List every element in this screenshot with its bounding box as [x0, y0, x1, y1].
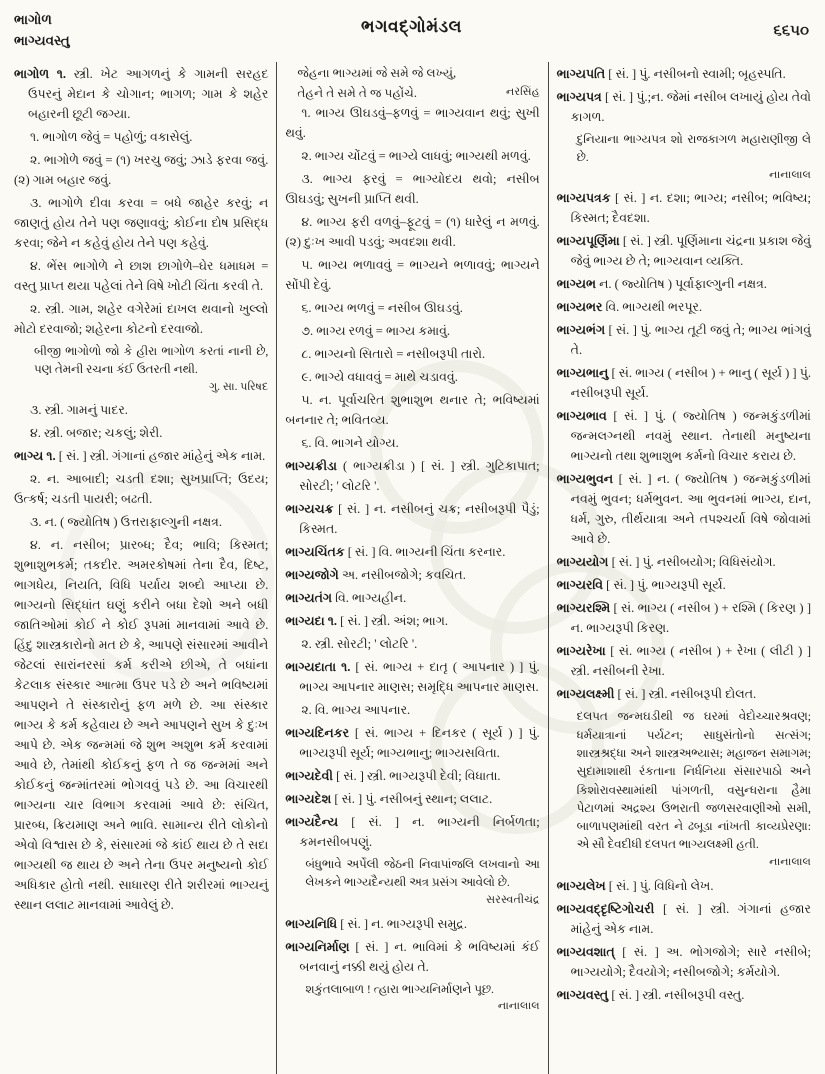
- idiom-block: ૩. ભાગોળે દીવા કરવા = બધે જાહેર કરવું; ન જાણતું હોય તેને પણ જણાવવું; કોઈના દોષ પ્રસિદ્ધ કરવા; જેને ન કહેવું હોય તેને પણ કહેવું.: [14, 196, 269, 250]
- attrib-block: સરસ્વતીચંદ્ર: [486, 893, 540, 906]
- idiom-block: ૫. ભાગ્ય ભળાવવું = ભાગ્યને ભળાવવું; ભાગ્યને સોંપી દેવું.: [285, 258, 540, 293]
- entry-block: ભાગ્યલક્ષ્મી [ સં. ] સ્ત્રી. નસીબરૂપી દોલત.: [556, 687, 757, 702]
- attrib-block: ગુ. સા. પરિષદ: [209, 380, 269, 393]
- headword: ભાગ્યભંગ: [556, 323, 609, 338]
- catchword-last: ભાગ્યવસ્તુ: [14, 32, 70, 48]
- headword: ભાગ્યભાવ: [556, 409, 614, 424]
- headword: ભાગ્યયોગ: [556, 555, 612, 570]
- column-2: [276, 62, 547, 1074]
- headword: ભાગ્યભ: [556, 277, 600, 292]
- headword: ભાગ્યક્રીડા: [285, 459, 343, 474]
- sense-block: ૬. વિ. ભાગને યોગ્ય.: [301, 436, 399, 451]
- quote-block: બંધુભાવે અર્પેલી જેઠની નિવાપાંજલિ લખવાનો આ લેખકને ભાગ્યદૈન્યથી અત્ર પ્રસંગ આવેલો છે.: [305, 857, 540, 890]
- headword: ભાગ્યદા ૧.: [285, 614, 341, 629]
- column-1: [6, 62, 276, 1074]
- headword: ભાગ્યભાનુ: [556, 366, 612, 381]
- entry-block: ભાગ્યદૈન્ય [ સં. ] ન. ભાગ્યની નિર્બળતા; કમનસીબપણું.: [285, 815, 540, 850]
- attrib-block: નાનાલાલ: [769, 855, 811, 868]
- catchwords: [14, 10, 204, 52]
- entry-block: ભાગ્યદેશ [ સં. ] પું. નસીબનું સ્થાન; લલાટ.: [285, 792, 493, 807]
- headword: ભાગ્યનિધિ: [285, 916, 341, 931]
- idiom-block: ૪. ભેંસ ભાગોળે ને છાશ છાગોળે–ઘેર ધમાધમ = વસ્તુ પ્રાપ્ત થયા પહેલાં તેને વિષે ખોટી ચિંતા કરવી તે.: [14, 259, 269, 293]
- headword: ભાગોળ ૧.: [14, 67, 74, 81]
- headword: ભાગ્યજોગે: [285, 568, 342, 583]
- quote-attribution: નરસિંહ: [505, 85, 540, 98]
- page-header: [0, 6, 825, 62]
- entry-block: ભાગ્યવશાત્ [ સં. ] અ. ભોગજોગે; સારે નસીબે; ભાગ્યયોગે; દૈવયોગે; નસીબજોગે; કર્મયોગે.: [556, 944, 811, 979]
- quote-block: શકુંતલાબાળ ! ત્હારા ભાગ્યનિર્માણને પૂછ.: [305, 981, 494, 996]
- entry-block: ભાગ્યદાતા ૧. [ સં. ભાગ્ય + દાતૃ ( આપનાર ) ] પું. ભાગ્ય આપનાર માણસ; સમૃદ્ધિ આપનાર માણસ.: [285, 660, 540, 695]
- entry-block: ભાગ્યચક્ર [ સં. ] ન. નસીબનું ચક્ર; નસીબરૂપી પૈડું; કિસ્મત.: [285, 502, 540, 537]
- page-number: ૬૬૫૦: [773, 23, 809, 39]
- headword: ભાગ્યવશાત્: [556, 944, 623, 959]
- attrib-block: નાનાલાલ: [497, 999, 540, 1012]
- sense-block: ૪. સ્ત્રી. બજાર; ચકલું; શેરી.: [30, 426, 163, 441]
- headword: ભાગ્યપૂર્ણિમા: [556, 234, 623, 249]
- entry-block: ભાગ્યભર વિ. ભાગ્યથી ભરપૂર.: [556, 300, 703, 315]
- column-3: [548, 62, 819, 1074]
- entry-block: ભાગ્યચિંતક [ સં. ] વિ. ભાગ્યની ચિંતા કરનાર.: [285, 545, 506, 560]
- headword: ભાગ્યરેખા: [556, 644, 611, 659]
- entry-block: ભાગ્યપૂર્ણિમા [ સં. ] સ્ત્રી. પૂર્ણિમાના ચંદ્રના પ્રકાશ જેવું જેવું ભાગ્ય છે તે; ભાગ્યવાન વ્યક્તિ.: [556, 234, 811, 269]
- quote-block: દલપત જન્મઘડીથી જ ઘરમાં વેદોચ્ચારશ્રવણ; ધર્મયાત્રાનાં પર્યટન; સાધુસંતોનો સત્સંગ; શાસ્ત્રશ્રદ્ધા અને શાસ્ત્રઅભ્યાસ; મહાજન સમાગમ; સુદામાશાથી રંકતાના નિર્ધનિયા સંસારપાઠો અને કિશોરાવસ્થામાંથી પાંગળતી, વસુન્ધરાના હૈમા પેટાળમાં અદ્રશ્ય ઉભરાતી જળસરવાણીઓ સમી, બાળાપણમાંથી વરત ને ઢબૂડા નાંખતી કાવ્યપ્રેરણા: એ સૌ દેવદીધી દલપત ભાગ્યલક્ષ્મી હતી.: [576, 709, 811, 852]
- quote-block: દુનિયાના ભાગ્યપત્ર શો રાજકાગળ મહારાણીજી લે છે.: [576, 132, 811, 165]
- entry-block: ભાગ્યતંગ વિ. ભાગ્યહીન.: [285, 591, 407, 606]
- entry-block: ભાગ્યભંગ [ સં. ] પું. ભાગ્ય તૂટી જવું તે; ભાગ્ય ભાંગવું તે.: [556, 323, 811, 358]
- sense-block: ૨. ન. આબાદી; ચડતી દશા; સુખપ્રાપ્તિ; ઉદય; ઉત્કર્ષ; ચડતી પાયરી; બઢતી.: [14, 472, 269, 507]
- idiom-block: ૭. ભાગ્ય રળવું = ભાગ્ય કમાવું.: [301, 324, 451, 339]
- headword: ભાગ્યભુવન: [556, 472, 619, 487]
- idiom-block: ૯. ભાગ્યે વધાવવું = માથે ચડાવવું.: [301, 370, 458, 385]
- idiom-block: ૧. ભાગોળ જેવું = પહોળું; વકાસેલું.: [30, 130, 193, 144]
- sense-block: ૫. ન. પૂર્વાચરિત શુભાશુભ થનાર તે; ભવિષ્યમાં બનનાર તે; ભવિતવ્ય.: [285, 393, 540, 428]
- headword: ભાગ્યપત્ર: [556, 90, 605, 104]
- headword: ભાગ્યપતિ: [556, 67, 609, 81]
- sense-block: ૨. વિ. ભાગ્ય આપનાર.: [301, 703, 411, 718]
- headword: ભાગ્ય ૧.: [14, 449, 59, 464]
- entry-block: ભાગ્યભાવ [ સં. ] પું. ( જ્યોતિષ ) જન્મકુંડળીમાં જન્મલગ્નથી નવમું સ્થાન. તેનાથી મનુષ્યના ભાગ્યનો તથા શુભાશુભ કર્મનો વિચાર કરાય છે.: [556, 409, 811, 464]
- headword: ભાગ્યભર: [556, 300, 606, 315]
- entry-block: ભાગ્યભુવન [ સં. ] ન. ( જ્યોતિષ ) જન્મકુંડળીમાં નવમું ભુવન; ધર્મભુવન. આ ભુવનમાં ભાગ્ય, દાન, ધર્મ, ગુરુ, તીર્થયાત્રા અને તપશ્ચર્યા વિષે જોવામાં આવે છે.: [556, 472, 811, 547]
- headword: ભાગ્યવસ્તુ: [556, 987, 612, 1002]
- idiom-block: ૨. ભાગ્ય ચોંટવું = ભાગ્યે લાધવું; ભાગ્યથી મળવું.: [301, 149, 531, 164]
- headword: ભાગ્યતંગ: [285, 591, 336, 606]
- idiom-block: ૧. ભાગ્ય ઊઘડવું–ફળવું = ભાગ્યવાન થવું; સુખી થવું.: [285, 106, 540, 141]
- idiom-block: ૮. ભાગ્યનો સિતારો = નસીબરૂપી તારો.: [301, 347, 486, 362]
- idiom-block: ૬. ભાગ્ય ભળવું = નસીબ ઊઘડવું.: [301, 301, 463, 316]
- entry-block: ભાગ્યલેખ [ સં. ] પું. વિધિનો લેખ.: [556, 878, 714, 893]
- headword: ભાગ્યચક્ર: [285, 502, 339, 517]
- headword: ભાગ્યદિનકર: [285, 726, 355, 741]
- entry-block: ભાગ્યપતિ [ સં. ] પું. નસીબનો સ્વામી; બૃહસ્પતિ.: [556, 67, 786, 81]
- verse-block: જેહના ભાગ્યમાં જે સમે જે લખ્યું,: [297, 66, 457, 80]
- catchword-first: ભાગોળ: [14, 12, 52, 27]
- headword: ભાગ્યવદ્દૃષ્ટિગોચરી: [556, 901, 663, 916]
- entry-block: ભાગ્યવદ્દૃષ્ટિગોચરી [ સં. ] સ્ત્રી. ગંગાનાં હજાર માંહેનું એક નામ.: [556, 901, 811, 936]
- entry-block: ભાગ્યરવિ [ સં. ] પું. ભાગ્યરૂપી સૂર્ય.: [556, 578, 726, 593]
- headword: ભાગ્યદાતા ૧.: [285, 660, 356, 675]
- verse-block: તેહને તે સમે તે જ પહોંચે. નરસિંહ: [297, 85, 540, 100]
- idiom-block: ૨. ભાગોળે જવું = (૧) ખરચુ જવું; ઝાડે ફરવા જવું. (૨) ગામ બહાર જવું.: [14, 153, 269, 187]
- sense-block: ૩. ન. ( જ્યોતિષ ) ઉત્તરાફાલ્ગુની નક્ષત્ર.: [30, 515, 222, 530]
- idiom-block: ૩. ભાગ્ય ફરવું = ભાગ્યોદય થવો; નસીબ ઊઘડવું; સુખની પ્રાપ્તિ થવી.: [285, 172, 540, 207]
- page-title: ભગવદ્ગોમંડલ: [361, 17, 462, 36]
- headword: ભાગ્યરવિ: [556, 578, 607, 593]
- entry-block: ભાગ્યયોગ [ સં. ] પું. નસીબયોગ; વિધિસંયોગ.: [556, 555, 776, 570]
- entry-block: ભાગ્યદેવી [ સં. ] સ્ત્રી. ભાગ્યરૂપી દેવી; વિધાતા.: [285, 769, 501, 784]
- entry-block: ભાગ્યવસ્તુ [ સં. ] સ્ત્રી. નસીબરૂપી વસ્તુ.: [556, 987, 745, 1002]
- entry-block: ભાગ્યપત્ર [ સં. ] પું.;ન. જેમાં નસીબ લખાયું હોય તેવો કાગળ.: [556, 90, 811, 124]
- text-columns: [6, 62, 819, 1074]
- entry-block: ભાગ્યરશ્મિ [ સં. ભાગ્ય ( નસીબ ) + રશ્મિ ( કિરણ ) ] ન. ભાગ્યરૂપી કિરણ.: [556, 601, 811, 636]
- entry-block: ભાગ્ય ૧. [ સં. ] સ્ત્રી. ગંગાનાં હજાર માંહેનું એક નામ.: [14, 449, 266, 464]
- sense-block: ૪. ન. નસીબ; પ્રારબ્ધ; દૈવ; ભાવિ; કિસ્મત; શુભાશુભકર્મ; તકદીર. અમરકોષમાં તેના દૈવ, દિષ્ટ, ભાગધેય, નિયતિ, વિધિ પર્યાય શબ્દો આપ્યા છે. ભાગ્યનો સિદ્ધાંત ઘણું કરીને બધા દેશો અને બધી જાતિઓમાં કોઈ ને કોઈ રૂપમાં માનવામાં આવે છે. હિંદુ શાસ્ત્રકારોનો મત છે કે, આપણે સંસારમાં આવીને જેટલાં સારાંનરસાં કર્મ કરીએ છીએ, તે બધાંના કેટલાક સંસ્કાર આત્મા ઉપર પડે છે અને ભવિષ્યમાં આપણને તે સંસ્કારોનું ફળ મળે છે. આ સંસ્કાર ભાગ્ય કે કર્મ કહેવાય છે અને આપણને સુખ કે દુઃખ આપે છે. એક જન્મમાં જે શુભ અશુભ કર્મ કરવામાં આવે છે, તેમાંથી કોઈકનું ફળ તે જ જન્મમાં અને કોઈકનું જન્માંતરમાં ભોગવવું પડે છે. આ વિચારથી ભાગ્યના ચાર વિભાગ કરવામાં આવે છે: સંચિત, પ્રારબ્ધ, ક્રિયમાણ અને ભાવિ. સામાન્ય રીતે લોકોનો એવો વિશ્વાસ છે કે, સંસારમાં જે કાંઈ થાય છે તે સદા ભાગ્યથી જ થાય છે અને તેના ઉપર મનુષ્યનો કોઈ અધિકાર હોતો નથી. સાધારણ રીતે શરીરમાં ભાગ્યનું સ્થાન લલાટ માનવામાં આવેલું છે.: [14, 538, 269, 913]
- headword: ભાગ્યરશ્મિ: [556, 601, 614, 616]
- entry-block: ભાગ્યનિર્માણ [ સં. ] ન. ભાવિમાં કે ભવિષ્યમાં કંઈ બનવાનું નક્કી થયું હોય તે.: [285, 939, 540, 974]
- entry-block: ભાગ્યદા ૧. [ સં. ] સ્ત્રી. અંશ; ભાગ.: [285, 614, 448, 629]
- entry-block: ભાગ્યભાનુ [ સં. ભાગ્ય ( નસીબ ) + ભાનુ ( સૂર્ય ) ] પું. નસીબરૂપી સૂર્ય.: [556, 366, 811, 401]
- attrib-block: નાનાલાલ: [769, 168, 811, 181]
- entry-block: ભાગ્યક્રીડા ( ભાગ્યક્રીડા ) [ સં. ] સ્ત્રી. ગુટિકાપાત; સોરટી; ' લોટરિ '.: [285, 459, 540, 494]
- idiom-block: ૪. ભાગ્ય ફરી વળવું–ફૂટવું = (૧) ધારેલું ન મળવું. (૨) દુઃખ આવી પડવું; અવદશા થવી.: [285, 215, 540, 250]
- headword: ભાગ્યચિંતક: [285, 545, 348, 560]
- entry-block: ભાગ્યદિનકર [ સં. ભાગ્ય + દિનકર ( સૂર્ય ) ] પું. ભાગ્યરૂપી સૂર્ય; ભાગ્યભાનુ; ભાગ્યસવિતા.: [285, 726, 540, 761]
- headword: ભાગ્યદેવી: [285, 769, 337, 784]
- headword: ભાગ્યલક્ષ્મી: [556, 687, 618, 702]
- entry-block: ભાગોળ ૧. સ્ત્રી. ખેટ આગળનું કે ગામની સરહદ ઉપરનું મેદાન કે ચોગાન; ભાગળ; ગામ કે શહેર બહારની છૂટી જગ્યા.: [14, 67, 269, 121]
- headword: ભાગ્યદેશ: [285, 792, 335, 807]
- headword: ભાગ્યલેખ: [556, 878, 609, 893]
- headword: ભાગ્યપત્રક: [556, 191, 615, 206]
- sense-block: ૨. સ્ત્રી. ગામ, શહેર વગેરેમાં દાખલ થવાનો ખુલ્લો મોટો દરવાજો; શહેરના કોટનો દરવાજો.: [14, 302, 269, 336]
- entry-block: ભાગ્યજોગે અ. નસીબજોગે; કવચિત.: [285, 568, 466, 583]
- entry-block: ભાગ્યપત્રક [ સં. ] ન. દશા; ભાગ્ય; નસીબ; ભવિષ્ય; કિસ્મત; દૈવદશા.: [556, 191, 811, 226]
- entry-block: ભાગ્યરેખા [ સં. ભાગ્ય ( નસીબ ) + રેખા ( લીટી ) ] સ્ત્રી. નસીબની રેખા.: [556, 644, 811, 679]
- quote-block: બીજી ભાગોળો જો કે હીરા ભાગોળ કરતાં નાની છે, પણ તેમની રચના કંઈ ઉતરતી નથી.: [34, 344, 269, 377]
- sense-block: ૩. સ્ત્રી. ગામનું પાદર.: [30, 403, 128, 418]
- entry-block: ભાગ્યભ ન. ( જ્યોતિષ ) પૂર્વાફાલ્ગુની નક્ષત્ર.: [556, 277, 767, 292]
- sense-block: ૨. સ્ત્રી. સોરટી; ' લોટરિ '.: [301, 637, 418, 652]
- headword: ભાગ્યનિર્માણ: [285, 939, 356, 954]
- headword: ભાગ્યદૈન્ય: [285, 815, 352, 830]
- entry-block: ભાગ્યનિધિ [ સં. ] ન. ભાગ્યરૂપી સમુદ્ર.: [285, 916, 467, 931]
